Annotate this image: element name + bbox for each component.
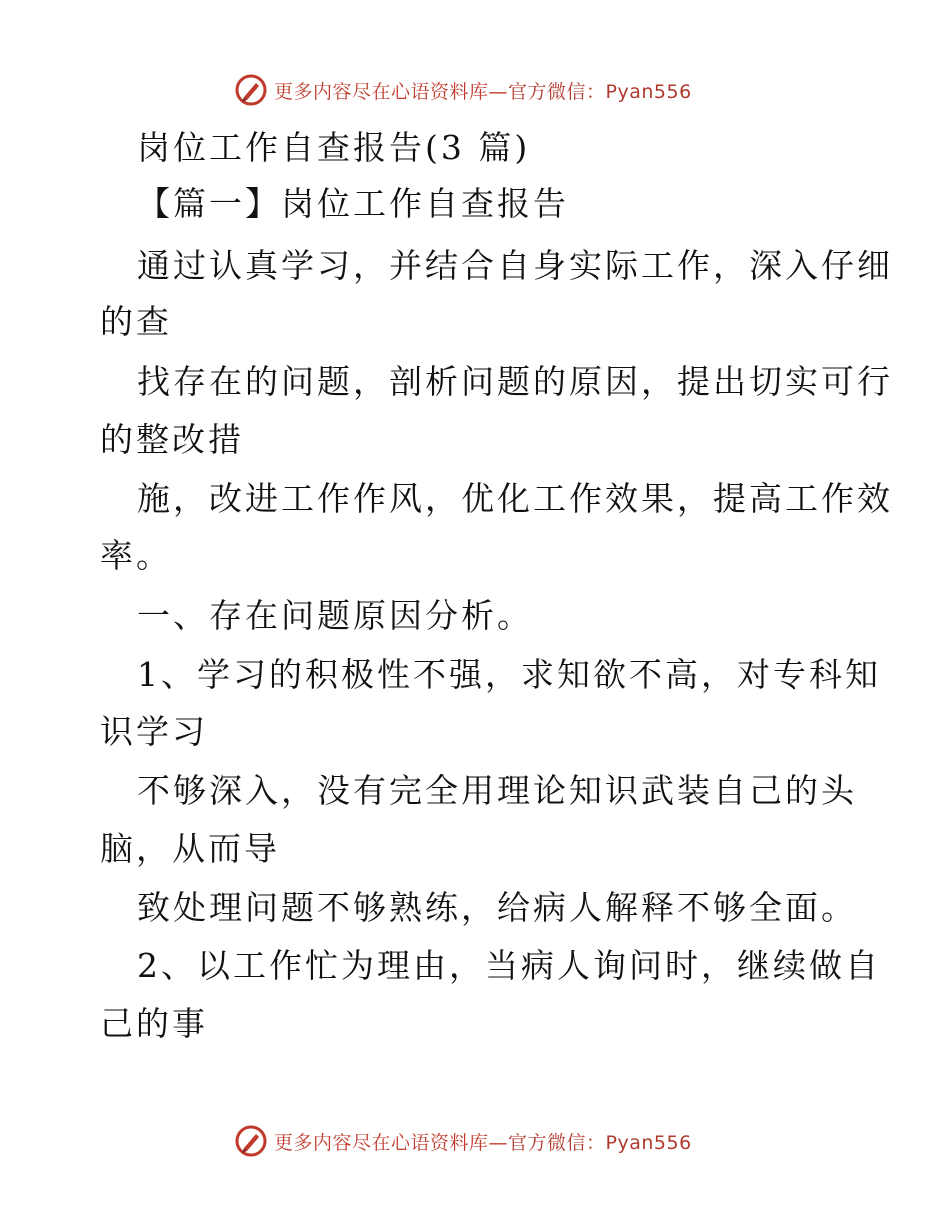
- paragraph-line: 一、存在问题原因分析。: [137, 596, 533, 635]
- paragraph-line: 致处理问题不够熟练，给病人解释不够全面。: [137, 888, 857, 927]
- banner-text: 更多内容尽在心语资料库—: [274, 80, 509, 103]
- paragraph-line: 不够深入，没有完全用理论知识武装自己的头: [137, 771, 857, 810]
- banner-wechat: 官方微信：Pyan556: [508, 80, 692, 103]
- section-heading: 【篇一】岗位工作自查报告: [137, 184, 569, 223]
- paragraph-line: 脑，从而导: [100, 829, 280, 868]
- banner-text: 更多内容尽在心语资料库—: [274, 1131, 509, 1154]
- paragraph-line: 2、以工作忙为理由，当病人询问时，继续做自: [137, 946, 881, 985]
- paragraph-line: 1、学习的积极性不强，求知欲不高，对专科知: [137, 655, 881, 694]
- document-title: 岗位工作自查报告(3 篇): [137, 128, 531, 167]
- paragraph-line: 施，改进工作作风，优化工作效果，提高工作效: [137, 479, 893, 518]
- paragraph-line: 的查: [100, 302, 172, 341]
- paragraph-line: 识学习: [100, 712, 208, 751]
- footer-watermark-banner: [234, 1121, 692, 1161]
- pen-logo-icon: [234, 1124, 268, 1158]
- paragraph-line: 通过认真学习，并结合自身实际工作，深入仔细: [137, 246, 893, 285]
- paragraph-line: 己的事: [100, 1004, 208, 1043]
- banner-wechat: 官方微信：Pyan556: [508, 1131, 692, 1154]
- pen-logo-icon: [234, 73, 268, 107]
- paragraph-line: 率。: [100, 536, 172, 575]
- header-watermark-banner: [234, 70, 692, 110]
- paragraph-line: 的整改措: [100, 420, 244, 459]
- paragraph-line: 找存在的问题，剖析问题的原因，提出切实可行: [137, 362, 893, 401]
